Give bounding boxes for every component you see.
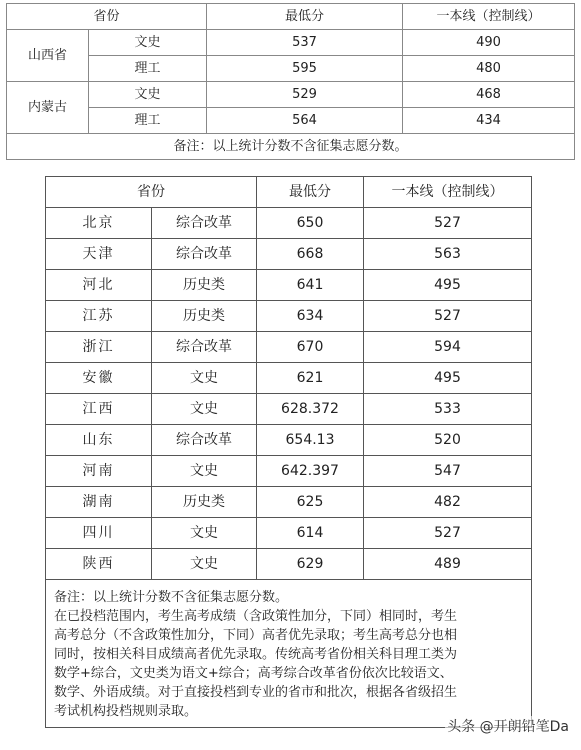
min-score-cell: 595	[207, 56, 403, 82]
table-header-row	[46, 177, 532, 208]
track-cell: 综合改革	[152, 239, 257, 270]
track-cell: 文史	[89, 82, 207, 108]
track-cell: 综合改革	[152, 332, 257, 363]
control-line-cell: 495	[364, 363, 532, 394]
header-min-score: 最低分	[257, 177, 364, 208]
table-row	[46, 518, 532, 549]
note-line: 备注：以上统计分数不含征集志愿分数。	[54, 590, 289, 605]
table-notes	[46, 580, 532, 728]
control-line-cell: 520	[364, 425, 532, 456]
control-line-cell: 527	[364, 518, 532, 549]
table-row	[46, 332, 532, 363]
table-body	[46, 208, 532, 728]
min-score-cell: 642.397	[257, 456, 364, 487]
track-cell: 综合改革	[152, 425, 257, 456]
province-cell: 山西省	[7, 30, 89, 82]
table-row	[46, 208, 532, 239]
min-score-cell: 614	[257, 518, 364, 549]
control-line-cell: 434	[403, 108, 575, 134]
province-cell: 河南	[46, 456, 152, 487]
header-control-line: 一本线（控制线）	[403, 4, 575, 30]
control-line-cell: 533	[364, 394, 532, 425]
track-cell: 综合改革	[152, 208, 257, 239]
table-row	[46, 549, 532, 580]
table-row	[46, 363, 532, 394]
min-score-cell: 625	[257, 487, 364, 518]
min-score-cell: 629	[257, 549, 364, 580]
table-row	[46, 456, 532, 487]
header-min-score: 最低分	[207, 4, 403, 30]
score-table-2	[45, 176, 532, 728]
table-row	[46, 487, 532, 518]
table-row	[7, 30, 575, 56]
province-cell: 北京	[46, 208, 152, 239]
note-line: 考试机构投档规则录取。	[54, 704, 198, 719]
note-line: 数学、外语成绩。对于直接投档到专业的省市和批次，根据各省级招生	[54, 685, 458, 700]
province-cell: 山东	[46, 425, 152, 456]
control-line-cell: 490	[403, 30, 575, 56]
province-cell: 四川	[46, 518, 152, 549]
control-line-cell: 563	[364, 239, 532, 270]
header-province: 省份	[7, 4, 207, 30]
control-line-cell: 489	[364, 549, 532, 580]
min-score-cell: 537	[207, 30, 403, 56]
province-cell: 江苏	[46, 301, 152, 332]
track-cell: 文史	[152, 363, 257, 394]
province-cell: 湖南	[46, 487, 152, 518]
control-line-cell: 527	[364, 301, 532, 332]
control-line-cell: 547	[364, 456, 532, 487]
header-control-line: 一本线（控制线）	[364, 177, 532, 208]
control-line-cell: 482	[364, 487, 532, 518]
control-line-cell: 468	[403, 82, 575, 108]
table-row	[46, 239, 532, 270]
table-row	[7, 108, 575, 134]
track-cell: 文史	[152, 518, 257, 549]
track-cell: 文史	[152, 394, 257, 425]
province-cell: 江西	[46, 394, 152, 425]
table-note: 备注：以上统计分数不含征集志愿分数。	[7, 134, 575, 160]
table-row	[46, 270, 532, 301]
province-cell: 安徽	[46, 363, 152, 394]
table-note-row	[7, 134, 575, 160]
province-cell: 内蒙古	[7, 82, 89, 134]
province-cell: 陕西	[46, 549, 152, 580]
note-line: 数学+综合，文史类为语文+综合；高考综合改革省份依次比较语文、	[54, 666, 453, 681]
table-row	[46, 301, 532, 332]
min-score-cell: 650	[257, 208, 364, 239]
track-cell: 历史类	[152, 301, 257, 332]
control-line-cell: 527	[364, 208, 532, 239]
track-cell: 历史类	[152, 270, 257, 301]
control-line-cell: 495	[364, 270, 532, 301]
control-line-cell: 594	[364, 332, 532, 363]
province-cell: 河北	[46, 270, 152, 301]
min-score-cell: 641	[257, 270, 364, 301]
min-score-cell: 564	[207, 108, 403, 134]
province-cell: 浙江	[46, 332, 152, 363]
min-score-cell: 628.372	[257, 394, 364, 425]
score-table-1	[6, 3, 575, 160]
province-cell: 天津	[46, 239, 152, 270]
track-cell: 文史	[152, 549, 257, 580]
min-score-cell: 529	[207, 82, 403, 108]
header-province: 省份	[46, 177, 257, 208]
table-row	[46, 425, 532, 456]
track-cell: 文史	[89, 30, 207, 56]
track-cell: 历史类	[152, 487, 257, 518]
control-line-cell: 480	[403, 56, 575, 82]
table-row	[7, 56, 575, 82]
min-score-cell: 621	[257, 363, 364, 394]
min-score-cell: 670	[257, 332, 364, 363]
note-line: 高考总分（不含政策性加分，下同）高者优先录取；考生高考总分也相	[54, 628, 458, 643]
note-line: 在已投档范围内，考生高考成绩（含政策性加分，下同）相同时，考生	[54, 609, 458, 624]
track-cell: 理工	[89, 56, 207, 82]
track-cell: 文史	[152, 456, 257, 487]
table-row	[7, 82, 575, 108]
note-line: 同时，按相关科目成绩高者优先录取。传统高考省份相关科目理工类为	[54, 647, 458, 662]
min-score-cell: 634	[257, 301, 364, 332]
table-notes-row	[46, 580, 532, 728]
table-header-row	[7, 4, 575, 30]
watermark: 头条 @开朗铅笔Da	[445, 716, 571, 736]
track-cell: 理工	[89, 108, 207, 134]
min-score-cell: 668	[257, 239, 364, 270]
min-score-cell: 654.13	[257, 425, 364, 456]
table-row	[46, 394, 532, 425]
